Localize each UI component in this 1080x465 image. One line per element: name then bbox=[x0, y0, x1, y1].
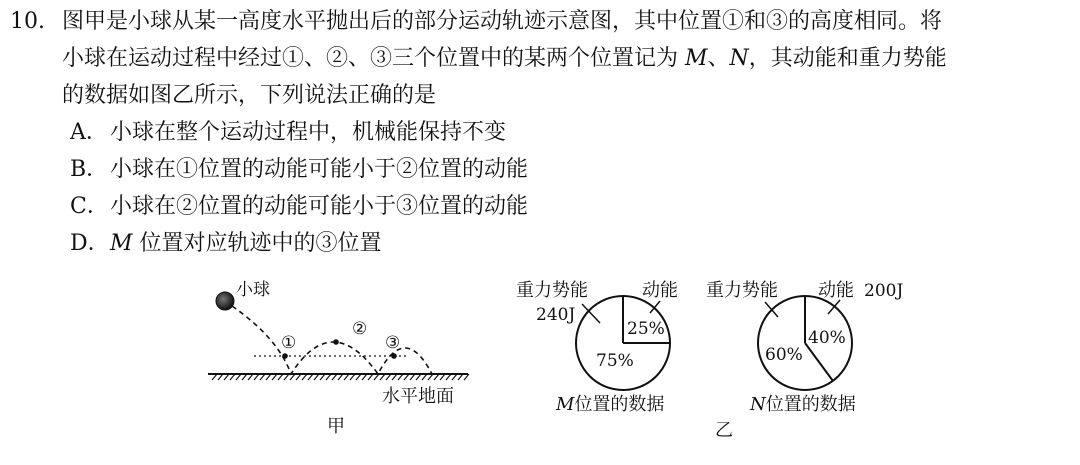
pie-n-ke-percent: 40% bbox=[808, 328, 846, 348]
option-d-text: 位置对应轨迹中的③位置 bbox=[132, 231, 382, 256]
stem-line2-pre: 小球在运动过程中经过①、②、③三个位置中的某两个位置记为 bbox=[62, 46, 685, 71]
pie-m-gp-percent: 75% bbox=[596, 351, 634, 371]
pie-n-caption bbox=[749, 394, 856, 415]
pie-m-caption bbox=[555, 394, 664, 415]
question-stem-line3: 的数据如图乙所示，下列说法正确的是 bbox=[62, 83, 437, 108]
position-dot-3 bbox=[391, 353, 397, 359]
pie-m-caption-symbol: M bbox=[556, 394, 575, 415]
pie-n-caption-text: 位置的数据 bbox=[765, 394, 856, 415]
pie-m-gp-label: 重力势能 bbox=[516, 280, 588, 301]
trajectory-path bbox=[232, 306, 432, 374]
stem-line2-post: ，其动能和重力势能 bbox=[748, 46, 947, 71]
position-dot-1 bbox=[282, 353, 288, 359]
ball-icon bbox=[216, 292, 234, 310]
option-a-label: A． bbox=[70, 120, 108, 145]
stem-sep: 、 bbox=[707, 46, 730, 71]
position-label-1: ① bbox=[281, 333, 297, 353]
option-c-text: 小球在②位置的动能可能小于③位置的动能 bbox=[110, 194, 529, 219]
pie-m-gp-value: 240J bbox=[536, 305, 576, 325]
pie-m-ke-percent: 25% bbox=[627, 319, 665, 339]
question-number: 10. bbox=[10, 9, 45, 34]
pie-n-gp-label: 重力势能 bbox=[706, 280, 778, 301]
position-label-3: ③ bbox=[385, 333, 401, 353]
pie-n-caption-symbol: N bbox=[750, 394, 766, 415]
pie-n-gp-percent: 60% bbox=[765, 345, 803, 365]
option-d-symbol-m: M bbox=[110, 231, 133, 256]
option-a-text: 小球在整个运动过程中，机械能保持不变 bbox=[110, 120, 507, 145]
pie-m-ke-label: 动能 bbox=[642, 280, 678, 301]
stem-symbol-n: N bbox=[729, 46, 749, 71]
pie-n-ke-value: 200J bbox=[864, 281, 904, 301]
option-b-text: 小球在①位置的动能可能小于②位置的动能 bbox=[110, 157, 529, 182]
stem-symbol-m: M bbox=[685, 46, 708, 71]
pie-n-ke-label: 动能 bbox=[818, 280, 854, 301]
position-label-2: ② bbox=[352, 319, 368, 339]
figure-yi-caption: 乙 bbox=[715, 420, 733, 441]
ground-label: 水平地面 bbox=[382, 386, 454, 407]
option-c-label: C． bbox=[70, 194, 109, 219]
pie-m-caption-text: 位置的数据 bbox=[574, 394, 665, 415]
position-dot-2 bbox=[333, 339, 339, 345]
figure-jia-caption: 甲 bbox=[327, 416, 345, 437]
ball-label: 小球 bbox=[236, 280, 270, 300]
option-b-label: B． bbox=[70, 157, 109, 182]
question-stem-line1: 图甲是小球从某一高度水平抛出后的部分运动轨迹示意图，其中位置①和③的高度相同。将 bbox=[62, 9, 943, 34]
option-d-label: D． bbox=[70, 231, 110, 256]
